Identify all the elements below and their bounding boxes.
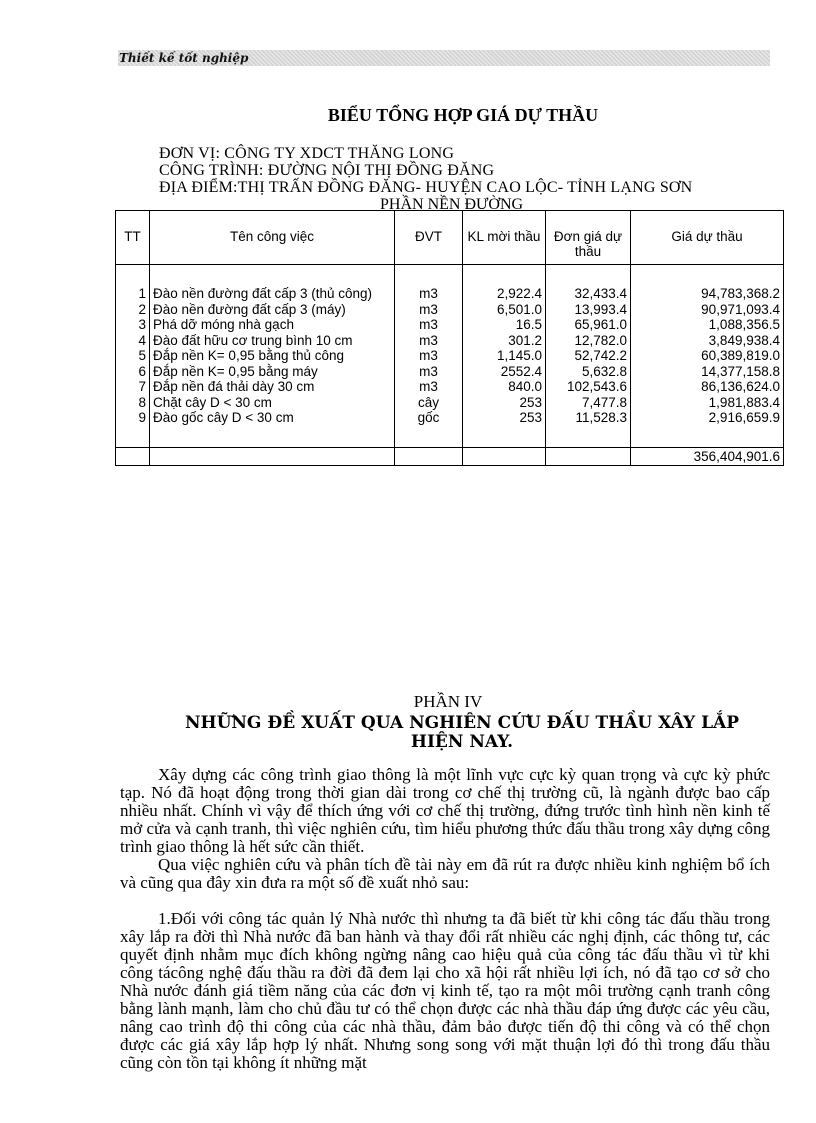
- table-row: [116, 379, 784, 395]
- cell-total: 1,088,356.5: [631, 317, 784, 333]
- spacer-cell: [546, 426, 631, 448]
- cell-dvt: m3: [395, 333, 463, 349]
- spacer-cell: [463, 426, 546, 448]
- info-location: ĐỊA ĐIỂM:THỊ TRẤN ĐỒNG ĐĂNG- HUYỆN CAO LỘC- TỈNH LẠNG SƠN: [159, 179, 693, 196]
- cell-price: 13,993.4: [546, 302, 631, 318]
- cell-name: Đào đất hữu cơ trung bình 10 cm: [150, 333, 395, 349]
- paragraph-state-management: 1.Đối với công tác quản lý Nhà nước thì nhưng ta đã biết từ khi công tác đấu thầu trong xây lắp ra đời thì Nhà nước đã ban hành và thay đổi rất nhiều các nghị định, các thông tư, các quyết định nhằm mục đích không ngừng nâng cao hiệu quả của công tác đấu thầu vì từ khi công tácông nghệ đấu thầu ra đời đã đem lại cho xã hội rất nhiều lợi ích, nó đã tạo cơ sở cho Nhà nước đánh giá tiềm năng của các đơn vị kinh tế, tạo ra một môi trường cạnh tranh công bằng lành mạnh, làm cho chủ đầu tư có thể chọn được các nhà thầu đáp ứng được các yêu cầu, nâng cao trình độ thi công của các nhà thầu, đảm bảo được tiến độ thi công và có thể chọn được các giá xây lắp hợp lý nhất. Nhưng song song với mặt thuận lợi đó thì trong đấu thầu cũng còn tồn tại không ít những mặt: [120, 909, 770, 1072]
- total-cell-blank: [546, 447, 631, 465]
- header-name: Tên công việc: [150, 211, 395, 265]
- cell-tt: 1: [116, 286, 150, 302]
- running-header: Thiết kế tốt nghiệp: [119, 51, 249, 65]
- cell-qty: 1,145.0: [463, 348, 546, 364]
- cell-name: Đắp nền K= 0,95 bằng thủ công: [150, 348, 395, 364]
- cell-qty: 6,501.0: [463, 302, 546, 318]
- cell-tt: 2: [116, 302, 150, 318]
- table-spacer-row: [116, 426, 784, 448]
- table-row: [116, 302, 784, 318]
- cell-tt: 5: [116, 348, 150, 364]
- cell-name: Đào nền đường đất cấp 3 (máy): [150, 302, 395, 318]
- spacer-cell: [395, 426, 463, 448]
- cell-total: 2,916,659.9: [631, 410, 784, 426]
- cell-total: 86,136,624.0: [631, 379, 784, 395]
- cell-dvt: m3: [395, 364, 463, 380]
- cell-total: 90,971,093.4: [631, 302, 784, 318]
- total-cell-blank: [395, 447, 463, 465]
- spacer-cell: [631, 426, 784, 448]
- header-price: Đơn giá dự thầu: [546, 211, 631, 265]
- cell-price: 11,528.3: [546, 410, 631, 426]
- cell-price: 32,433.4: [546, 286, 631, 302]
- cell-tt: 6: [116, 364, 150, 380]
- total-cell-blank: [463, 447, 546, 465]
- cell-qty: 16.5: [463, 317, 546, 333]
- cell-dvt: m3: [395, 302, 463, 318]
- header-dvt: ĐVT: [395, 211, 463, 265]
- spacer-cell: [150, 265, 395, 287]
- header-qty: KL mời thầu: [463, 211, 546, 265]
- paragraph-research: Qua việc nghiên cứu và phân tích đề tài này em đã rút ra được nhiều kinh nghiệm bổ ích và cũng qua đây xin đưa ra một số đề xuất nhỏ sau:: [120, 855, 770, 892]
- spacer-cell: [395, 265, 463, 287]
- part-heading: PHẦN IV: [413, 692, 483, 711]
- grand-total-row: [116, 447, 784, 465]
- cell-price: 52,742.2: [546, 348, 631, 364]
- table-row: [116, 348, 784, 364]
- cell-name: Chặt cây D < 30 cm: [150, 395, 395, 411]
- header-tt: TT: [116, 211, 150, 265]
- cell-tt: 3: [116, 317, 150, 333]
- table-spacer-row: [116, 265, 784, 287]
- cell-price: 7,477.8: [546, 395, 631, 411]
- chapter-heading: NHỮNG ĐỀ XUẤT QUA NGHIÊN CỨU ĐẤU THẦU XÂY LẮP HIỆN NAY.: [184, 713, 740, 752]
- cell-dvt: m3: [395, 317, 463, 333]
- cell-total: 94,783,368.2: [631, 286, 784, 302]
- table-row: [116, 410, 784, 426]
- cell-name: Đào gốc cây D < 30 cm: [150, 410, 395, 426]
- cell-qty: 253: [463, 410, 546, 426]
- table-row: [116, 395, 784, 411]
- cell-qty: 253: [463, 395, 546, 411]
- spacer-cell: [150, 426, 395, 448]
- cell-total: 3,849,938.4: [631, 333, 784, 349]
- cell-dvt: cây: [395, 395, 463, 411]
- cell-tt: 4: [116, 333, 150, 349]
- cell-total: 1,981,883.4: [631, 395, 784, 411]
- spacer-cell: [116, 265, 150, 287]
- grand-total-value: 356,404,901.6: [631, 447, 784, 465]
- cell-qty: 2552.4: [463, 364, 546, 380]
- cell-tt: 9: [116, 410, 150, 426]
- cell-name: Phá dỡ móng nhà gạch: [150, 317, 395, 333]
- cell-dvt: m3: [395, 348, 463, 364]
- info-unit: ĐƠN VỊ: CÔNG TY XDCT THĂNG LONG: [159, 145, 455, 162]
- spacer-cell: [546, 265, 631, 287]
- cell-qty: 840.0: [463, 379, 546, 395]
- cell-dvt: m3: [395, 286, 463, 302]
- bid-summary-table: [115, 210, 784, 466]
- total-cell-blank: [150, 447, 395, 465]
- section-subtitle: PHẦN NỀN ĐƯỜNG: [380, 196, 524, 213]
- total-cell-blank: [116, 447, 150, 465]
- table-row: [116, 364, 784, 380]
- cell-price: 5,632.8: [546, 364, 631, 380]
- header-total: Giá dự thầu: [631, 211, 784, 265]
- paragraph-intro: Xây dựng các công trình giao thông là một lĩnh vực cực kỳ quan trọng và cực kỳ phức tạp. Nó đã hoạt động trong thời gian dài trong cơ chế thị trường cũ, là ngành được bao cấp nhiều nhất. Chính vì vậy để thích ứng với cơ chế thị trường, đứng trước tình hình nền kinh tế mở cửa và cạnh tranh, thì việc nghiên cứu, tìm hiểu phương thức đấu thầu trong xây dựng công trình giao thông là hết sức cần thiết.: [120, 765, 770, 856]
- table-header-row: [116, 211, 784, 265]
- spacer-cell: [116, 426, 150, 448]
- spacer-cell: [463, 265, 546, 287]
- cell-price: 12,782.0: [546, 333, 631, 349]
- cell-tt: 8: [116, 395, 150, 411]
- cell-name: Đắp nền K= 0,95 bằng máy: [150, 364, 395, 380]
- table-row: [116, 286, 784, 302]
- cell-total: 60,389,819.0: [631, 348, 784, 364]
- cell-dvt: m3: [395, 379, 463, 395]
- document-title: BIỂU TỔNG HỢP GIÁ DỰ THẦU: [327, 105, 599, 125]
- cell-dvt: gốc: [395, 410, 463, 426]
- cell-qty: 2,922.4: [463, 286, 546, 302]
- info-project: CÔNG TRÌNH: ĐƯỜNG NỘI THỊ ĐỒNG ĐĂNG: [159, 162, 495, 179]
- cell-name: Đào nền đường đất cấp 3 (thủ công): [150, 286, 395, 302]
- cell-tt: 7: [116, 379, 150, 395]
- cell-total: 14,377,158.8: [631, 364, 784, 380]
- table-row: [116, 317, 784, 333]
- cell-name: Đắp nền đá thải dày 30 cm: [150, 379, 395, 395]
- cell-price: 102,543.6: [546, 379, 631, 395]
- cell-qty: 301.2: [463, 333, 546, 349]
- cell-price: 65,961.0: [546, 317, 631, 333]
- table-row: [116, 333, 784, 349]
- spacer-cell: [631, 265, 784, 287]
